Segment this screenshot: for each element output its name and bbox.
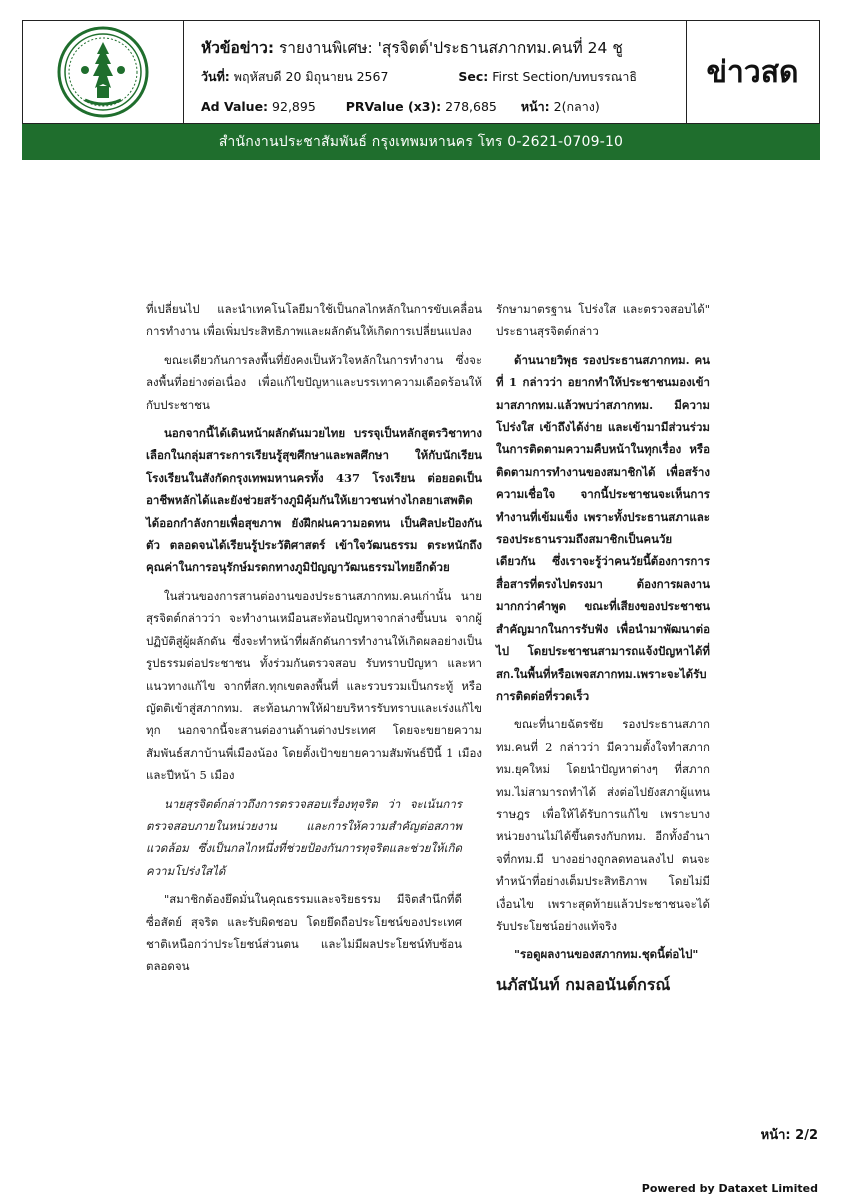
article-paragraph: นอกจากนี้ได้เดินหน้าผลักดันมวยไทย บรรจุเป็นหลักสูตรวิชาทางเลือกในกลุ่มสาระการเรียนรู้สุขศึกษาและพลศึกษา ให้กับนักเรียนโรงเรียนในสังกัดกรุงเทพมหานครทั้ง 437 โรงเรียน ต่อยอดเป็นอาชีพหลักได้และยังช่วยสร้างภูมิคุ้มกันให้เยาวชนห่างไกลยาเสพติด ได้ออกกำลังกายเพื่อสุขภาพ ยังฝึกฝนความอดทน เป็นศิลปะป้องกันตัว ตลอดจนได้เรียนรู้ประวัติศาสตร์ เข้าใจวัฒนธรรม ตระหนักถึงคุณค่าในการอนุรักษ์มรดกทางภูมิปัญญาวัฒนธรรมไทยอีกด้วย: [146, 426, 482, 575]
page-number: [761, 1124, 818, 1145]
date-value: พฤหัสบดี 20 มิถุนายน 2567: [233, 69, 389, 84]
article-left-column: [146, 298, 482, 984]
page-number-label: หน้า:: [760, 1128, 791, 1143]
article-paragraph: ขณะที่นายฉัตรชัย รองประธานสภากทม.คนที่ 2 กล่าวว่า มีความตั้งใจทำสภากทม.ยุคใหม่ โดยนำปัญหาต่างๆ ที่สภากทม.ไม่สามารถทำได้ ส่งต่อไปยังสภาผู้แทนราษฎร เพื่อให้ได้รับการแก้ไข เพราะบางหน่วยงานไม่ได้ขึ้นตรงกับกทม. อีกทั้งอำนาจที่กทม.มี บางอย่างถูกลดทอนลงไป ตนจะทำหน้าที่อย่างเต็มประสิทธิภาพ โดยไม่มีเงื่อนไข เพราะสุดท้ายแล้วประชาชนจะได้รับประโยชน์อย่างแท้จริง: [496, 717, 710, 933]
source-cell: [686, 21, 819, 123]
date-row: [201, 67, 637, 87]
article-author: นภัสนันท์ กมลอนันต์กรณ์: [496, 974, 671, 994]
date-label: วันที่:: [201, 69, 230, 84]
bangkok-seal-icon: [57, 26, 149, 118]
pr-office-banner: สำนักงานประชาสัมพันธ์ กรุงเทพมหานคร โทร 0-2621-0709-10: [22, 124, 820, 160]
page-value: 2(กลาง): [553, 99, 600, 114]
sec-label: Sec:: [458, 69, 489, 84]
article-quote: "สมาชิกต้องยึดมั่นในคุณธรรมและจริยธรรม มีจิตสำนึกที่ดี ซื่อสัตย์ สุจริต และรับผิดชอบ โดยยึดถือประโยชน์ของประเทศชาติเหนือกว่าประโยชน์ส่วนตน และไม่มีผลประโยชน์ทับซ้อน ตลอดจน: [146, 892, 462, 974]
article-paragraph: นายสุรจิตต์กล่าวถึงการตรวจสอบเรื่องทุจริต ว่า จะเน้นการตรวจสอบภายในหน่วยงาน และการให้ความสำคัญต่อสภาพแวดล้อม ซึ่งเป็นกลไกหนึ่งที่ช่วยป้องกันการทุจริตและช่วยให้เกิดความโปร่งใสได้: [146, 796, 462, 878]
sec-value: First Section/บทบรรณาธิ: [492, 69, 637, 84]
news-header: [22, 20, 820, 124]
ad-value: 92,895: [272, 99, 316, 114]
article-paragraph: รักษามาตรฐาน โปร่งใส และตรวจสอบได้" ประธานสุรจิตต์กล่าว: [496, 302, 710, 339]
article-paragraph: ขณะเดียวกันการลงพื้นที่ยังคงเป็นหัวใจหลักในการทำงาน ซึ่งจะลงพื้นที่อย่างต่อเนื่อง เพื่อแก้ไขปัญหาและบรรเทาความเดือดร้อนให้กับประชาชน: [146, 352, 482, 412]
headline-label: หัวข้อข่าว:: [201, 39, 275, 57]
article-paragraph: ที่เปลี่ยนไป และนำเทคโนโลยีมาใช้เป็นกลไกหลักในการขับเคลื่อนการทำงาน เพื่อเพิ่มประสิทธิภาพและผลักดันให้เกิดการเปลี่ยนแปลง: [146, 302, 482, 339]
ad-label: Ad Value:: [201, 99, 269, 114]
page-number-value: 2/2: [795, 1128, 818, 1143]
source-name: ข่าวสด: [706, 54, 799, 90]
page-label: หน้า:: [520, 99, 550, 114]
article-right-column: [496, 298, 710, 996]
article-paragraph: ด้านนายวิพุธ รองประธานสภากทม. คนที่ 1 กล่าวว่า อยากทำให้ประชาชนมองเข้ามาสภากทม.แล้วพบว่าสภากทม. มีความโปร่งใส เข้าถึงได้ง่าย และเข้ามามีส่วนร่วมในการติดตามความคืบหน้าในทุกเรื่อง หรือติดตามการทำงานของสมาชิกได้ เพื่อสร้างความเชื่อใจ จากนี้ประชาชนจะเห็นการทำงานที่เข้มแข็ง เพราะทั้งประธานสภาและรองประธานรวมถึงสมาชิกเป็นคนวัยเดียวกัน ซึ่งเราจะรู้ว่าคนวัยนี้ต้องการการสื่อสารที่ตรงไปตรงมา ต้องการผลงานมากกว่าคำพูด ขณะที่เสียงของประชาชนสำคัญมากในการรับฟัง เพื่อนำมาพัฒนาต่อไป โดยประชาชนสามารถแจ้งปัญหาได้ที่ สก.ในพื้นที่หรือเพจสภากทม.เพราะจะได้รับการติดต่อที่รวดเร็ว: [496, 352, 710, 703]
article-paragraph: ในส่วนของการสานต่องานของประธานสภากทม.คนเก่านั้น นายสุรจิตต์กล่าวว่า จะทำงานเหมือนสะท้อนปัญหาจากล่างขึ้นบน จากผู้ปฏิบัติสู่ผู้ผลักดัน ซึ่งจะทำหน้าที่ผลักดันการทำงานให้เกิดผลอย่างเป็นรูปธรรมต่อประชาชน ทั้งร่วมกันตรวจสอบ รับทราบปัญหา และหาแนวทางแก้ไข จากที่สก.ทุกเขตลงพื้นที่ และรวบรวมเป็นกระทู้ หรือญัตติเข้าสู่สภากทม. สะท้อนภาพให้ฝ่ายบริหารรับทราบและเร่งแก้ไขทุก นอกจากนี้จะสานต่องานด้านต่างประเทศ โดยจะขยายความสัมพันธ์สภาบ้านพี่เมืองน้อง โดยตั้งเป้าขยายความสัมพันธ์ปีนี้ 1 เมือง และปีหน้า 5 เมือง: [146, 588, 482, 783]
pr-label: PRValue (x3):: [345, 99, 442, 114]
headline-row: [201, 35, 623, 60]
logo-cell: [23, 21, 184, 123]
article-closing-quote: "รอดูผลงานของสภากทม.ชุดนี้ต่อไป": [514, 947, 699, 962]
meta-cell: [183, 21, 687, 123]
powered-by: Powered by Dataxet Limited: [641, 1182, 818, 1195]
headline-value: รายงานพิเศษ: 'สุรจิตต์'ประธานสภากทม.คนที่ 24 ชู: [278, 39, 623, 57]
pr-value: 278,685: [445, 99, 497, 114]
value-row: [201, 97, 600, 117]
